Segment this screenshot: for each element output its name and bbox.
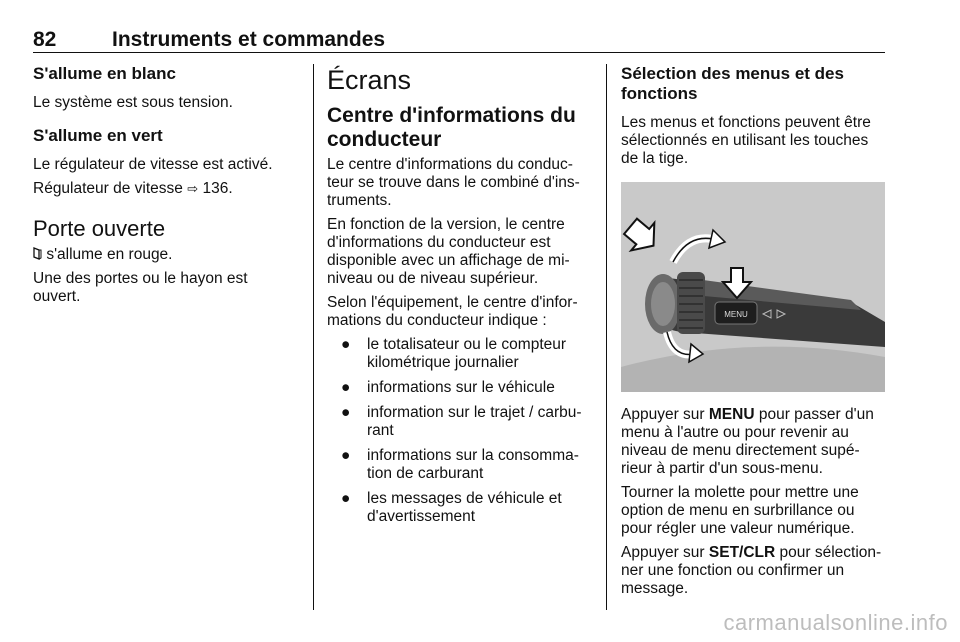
cross-reference — [33, 180, 301, 198]
section-title-line-2: fonctions — [621, 84, 698, 103]
text-door-1: s'allume en rouge. — [33, 246, 301, 264]
paragraph-1: Les menus et fonctions peuvent être sélectionnés en utilisant les touches de la tige. — [621, 114, 871, 167]
heading-door-open: Porte ouverte — [33, 216, 166, 241]
page-header — [33, 28, 885, 53]
paragraph-4: Appuyer sur SET/CLR pour sélection- ner une fonction ou confirmer un message. — [621, 544, 882, 597]
section-title: Écrans — [327, 65, 412, 95]
paragraph-1: Le centre d'informations du conduc- teur se trouve dans le combiné d'ins- truments. — [327, 156, 580, 209]
reference-arrow-icon: ⇨ — [187, 181, 199, 196]
column-2 — [327, 64, 595, 533]
column-1 — [33, 64, 301, 306]
paragraph-3: Selon l'équipement, le centre d'infor- mations du conducteur indique : — [327, 294, 578, 329]
watermark: carmanualsonline.info — [723, 610, 948, 635]
column-divider — [313, 64, 314, 610]
list-item: ● les messages de véhicule et d'avertissement — [341, 490, 562, 525]
stalk-controls-illustration — [621, 182, 885, 392]
column-3 — [621, 64, 889, 598]
ref-page-link[interactable]: 136. — [202, 180, 233, 197]
info-list — [327, 336, 595, 526]
paragraph-2: En fonction de la version, le centre d'informations du conducteur est disponible avec un affichage de mi- niveau ou de niveau supérieur. — [327, 216, 570, 287]
chapter-title: Instruments et commandes — [112, 28, 386, 51]
list-item: ● informations sur le véhicule — [341, 379, 555, 396]
door-open-icon — [33, 247, 42, 260]
heading-green: S'allume en vert — [33, 126, 163, 145]
text-green: Le régulateur de vitesse est activé. — [33, 156, 273, 173]
text-door-2-line-2: ouvert. — [33, 288, 81, 305]
text-door-2-line-1: Une des portes ou le hayon est — [33, 270, 248, 287]
menu-key: MENU — [708, 406, 755, 423]
paragraph-3: Tourner la molette pour mettre une option de menu en surbrillance ou pour régler une valeur numérique. — [621, 484, 859, 537]
section-title-line-1: Sélection des menus et des — [621, 64, 844, 83]
menu-button-label: MENU — [724, 310, 748, 319]
list-item: ● informations sur la consomma- tion de carburant — [341, 447, 579, 482]
subsection-title-line-2: conducteur — [327, 128, 442, 151]
ref-text: Régulateur de vitesse — [33, 180, 183, 197]
stalk-illustration-svg — [621, 182, 885, 392]
list-item: ● le totalisateur ou le compteur kilométrique journalier — [341, 336, 567, 371]
text-white: Le système est sous tension. — [33, 94, 233, 111]
paragraph-2: Appuyer sur MENU pour passer d'un menu à l'autre ou pour revenir au niveau de menu directement supé- rieur à partir d'un sous-menu. — [621, 406, 874, 477]
list-item: ● information sur le trajet / carbu- rant — [341, 404, 582, 439]
page-number: 82 — [33, 28, 57, 51]
heading-white: S'allume en blanc — [33, 64, 176, 83]
set-clr-key: SET/CLR — [708, 544, 776, 561]
subsection-title-line-1: Centre d'informations du — [327, 104, 576, 127]
column-divider — [606, 64, 607, 610]
